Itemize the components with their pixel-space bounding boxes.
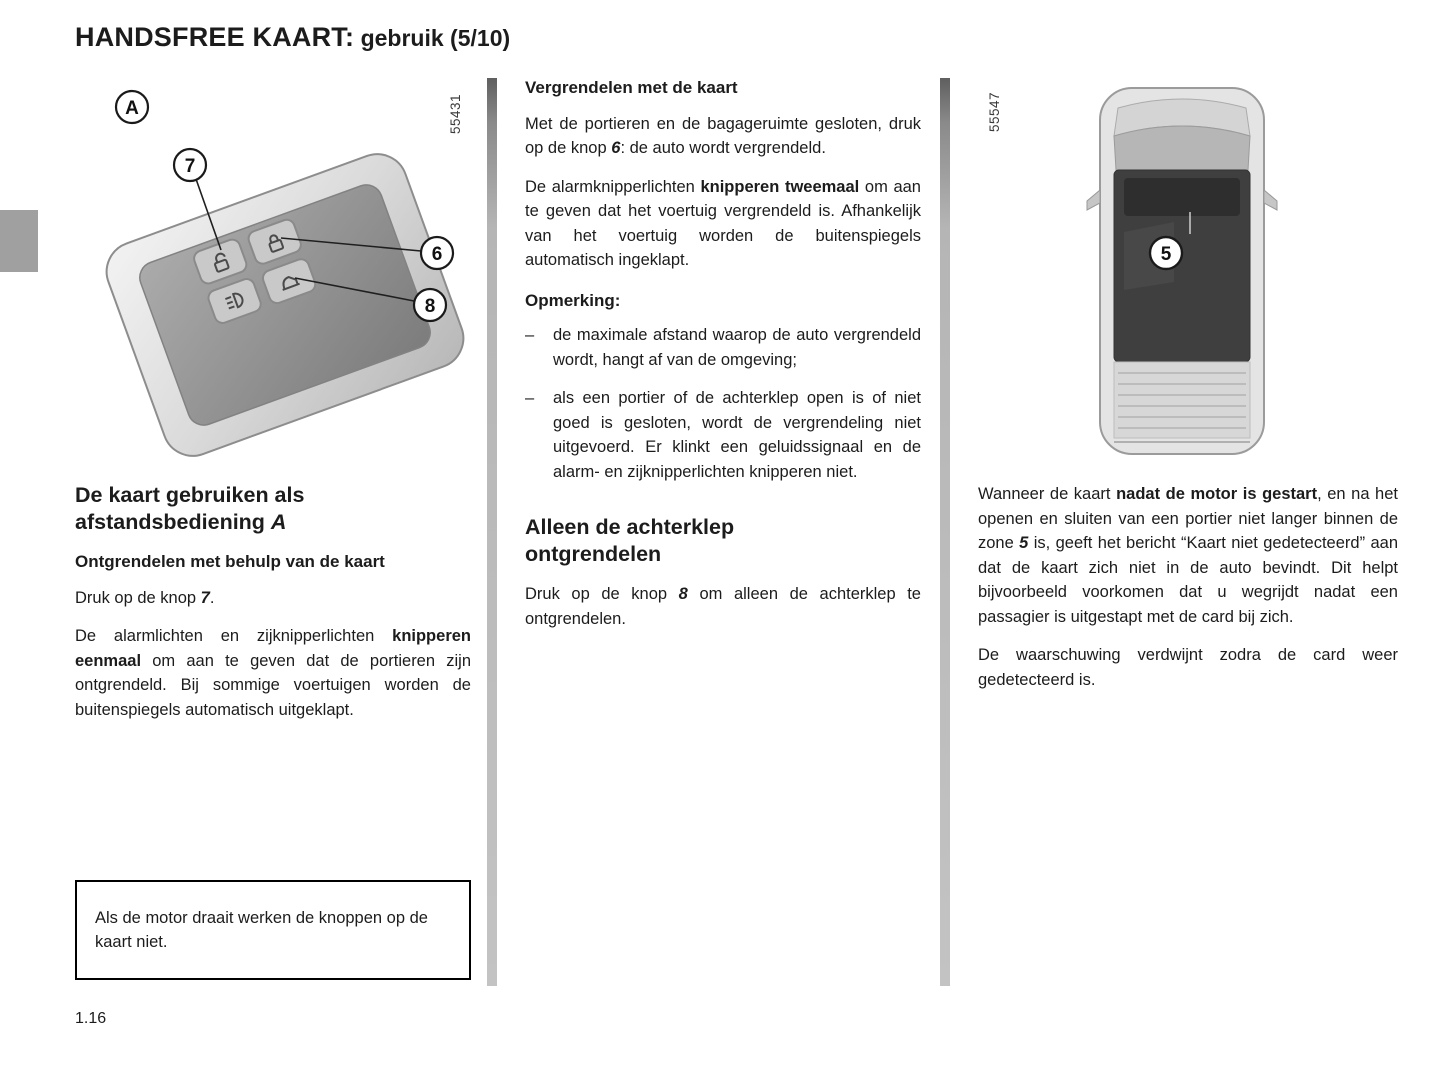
- text-segment: De alarmlichten en zijknipperlichten: [75, 627, 393, 645]
- callout-5: 5: [1160, 244, 1172, 265]
- text-segment: , en na het openen en sluiten van een portier niet langer binnen de zone: [978, 485, 1398, 552]
- van-mirror-right: [1264, 190, 1277, 210]
- van-front-glass: [1124, 178, 1240, 216]
- van-figure: [1080, 82, 1285, 467]
- text-bold-segment: knipperen tweemaal: [700, 177, 860, 196]
- button-ref-8: 8: [678, 585, 688, 603]
- paragraph-tailgate: [525, 582, 921, 631]
- bullet-text: de maximale afstand waarop de auto vergrendeld wordt, hangt af van de omgeving;: [553, 326, 921, 369]
- right-column: [978, 482, 1398, 706]
- text-segment: De alarmknipperlichten: [525, 177, 701, 196]
- note-text: Als de motor draait werken de knoppen op de kaart niet.: [95, 908, 428, 951]
- callout-7: 7: [184, 156, 196, 177]
- bullet-dash: –: [525, 326, 535, 344]
- bullet-text: als een portier of de achterklep open is of niet goed is gesloten, wordt de vergrendeling niet uitgevoerd. Er klinkt een geluidssignaal en de alarm- en zijknipperlichten knipperen niet.: [553, 389, 921, 481]
- van-callout: [1150, 237, 1182, 269]
- text-bold-segment: nadat de motor is gestart: [1116, 485, 1318, 503]
- text-segment: is, geeft het bericht “Kaart niet gedetecteerd” aan dat de kaart zich niet in de auto bevindt. Dit helpt bijvoorbeeld voorkomen dat u wegrijdt nadat een passagier is uitgestapt met de card bij zich.: [978, 534, 1398, 626]
- left-heading-line2: afstandsbediening: [75, 510, 271, 534]
- text-segment: Met de portieren en de bagageruimte gesloten, druk op de knop: [525, 114, 921, 157]
- left-subheading: Ontgrendelen met behulp van de kaart: [75, 552, 385, 571]
- list-item: [525, 323, 921, 372]
- chapter-tab-marker: [0, 210, 38, 272]
- note-box: [75, 880, 471, 980]
- page-title-main: HANDSFREE KAART:: [75, 22, 355, 52]
- text-segment: om alleen de achterklep te ontgrendelen.: [525, 585, 921, 628]
- bullet-dash: –: [525, 389, 535, 407]
- van-top-view: [1087, 88, 1277, 454]
- text-segment: Wanneer de kaart: [978, 485, 1117, 503]
- text-segment: .: [209, 588, 215, 607]
- paragraph-flashers: [525, 175, 921, 273]
- left-heading: [75, 482, 471, 536]
- van-mirror-left: [1087, 190, 1100, 210]
- paragraph-indicators: [75, 624, 471, 722]
- middle-column: [525, 76, 921, 645]
- callout-8: 8: [424, 296, 436, 317]
- paragraph-warning-clears: De waarschuwing verdwijnt zodra de card weer gedetecteerd is.: [978, 646, 1398, 689]
- button-ref-6: 6: [611, 139, 621, 157]
- zone-ref-5: 5: [1019, 534, 1029, 552]
- figure-ref-van: 55547: [987, 91, 1002, 132]
- page-title-sub: gebruik (5/10): [354, 25, 511, 51]
- column-divider: [940, 78, 950, 986]
- text-segment: om aan te geven dat het voertuig vergrendeld is. Afhankelijk van het voertuig worden de buitenspiegels automatisch ingeklapt.: [525, 177, 921, 269]
- paragraph-unlock: [75, 586, 471, 611]
- figure-ref-card: 55431: [448, 93, 463, 134]
- column-divider: [487, 78, 497, 986]
- heading-line2: ontgrendelen: [525, 542, 662, 566]
- text-bold-segment: knipperen eenmaal: [75, 627, 471, 670]
- left-heading-line1: De kaart gebruiken als: [75, 483, 305, 507]
- text-segment: om aan te geven dat de portieren zijn ontgrendeld. Bij sommige voertuigen worden de buitenspiegels automatisch uitgeklapt.: [75, 651, 471, 719]
- middle-heading-lock: Vergrendelen met de kaart: [525, 78, 738, 97]
- list-item: [525, 386, 921, 484]
- left-column: [75, 482, 471, 736]
- heading-line1: Alleen de achterklep: [525, 515, 735, 539]
- middle-heading-tailgate: [525, 514, 921, 568]
- text-segment: Druk op de knop: [525, 585, 679, 603]
- left-heading-ref-a: A: [270, 510, 287, 534]
- key-card-figure: [75, 80, 475, 470]
- text-segment: : de auto wordt vergrendeld.: [620, 139, 826, 157]
- page-number: 1.16: [75, 1010, 107, 1027]
- remark-label: Opmerking:: [525, 290, 621, 310]
- callout-6: 6: [431, 244, 443, 265]
- callout-a: A: [125, 98, 139, 119]
- page-title: [75, 22, 510, 53]
- text-segment: Druk op de knop: [75, 588, 201, 607]
- paragraph-lock: [525, 112, 921, 161]
- paragraph-card-not-detected: [978, 482, 1398, 629]
- van-windshield: [1114, 126, 1250, 170]
- button-ref-7: 7: [200, 588, 210, 607]
